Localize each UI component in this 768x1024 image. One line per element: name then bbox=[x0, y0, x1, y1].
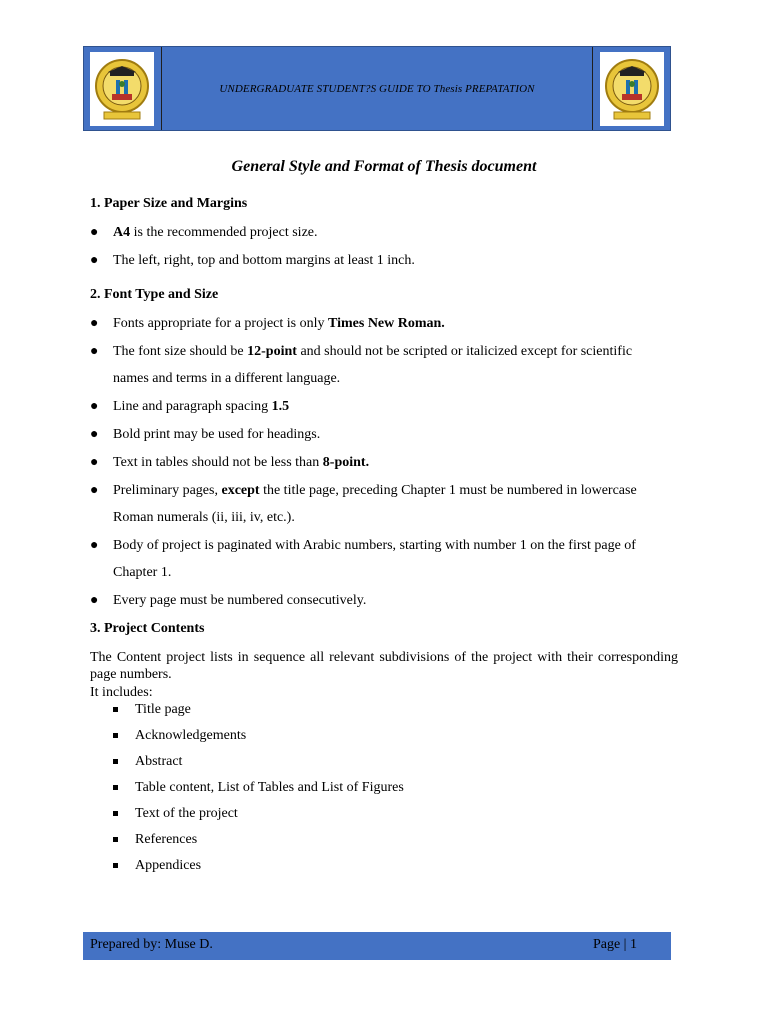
list-item-text: The left, right, top and bottom margins at least 1 inch. bbox=[113, 253, 415, 268]
list-item-text: Every page must be numbered consecutively. bbox=[113, 593, 367, 608]
list-item-text: References bbox=[135, 832, 198, 847]
bullet-list-font bbox=[90, 310, 680, 615]
list-item-text: Bold print may be used for headings. bbox=[113, 427, 321, 442]
list-item bbox=[90, 532, 680, 586]
bullet-icon: ● bbox=[90, 483, 99, 498]
section-heading-contents: 3. Project Contents bbox=[90, 621, 205, 636]
list-item-text: names and terms in a different language. bbox=[113, 371, 341, 386]
page-footer bbox=[83, 932, 671, 960]
list-item bbox=[112, 830, 404, 856]
list-item bbox=[112, 726, 404, 752]
list-item-text: Title page bbox=[135, 702, 191, 717]
list-item-text: Text of the project bbox=[135, 806, 238, 821]
bold-text: except bbox=[221, 483, 260, 498]
list-item bbox=[90, 587, 680, 614]
bold-text: 1.5 bbox=[271, 399, 290, 414]
includes-label: It includes: bbox=[90, 685, 153, 700]
bullet-icon: ● bbox=[90, 455, 99, 470]
square-bullet-icon bbox=[113, 811, 118, 816]
bullet-icon: ● bbox=[90, 538, 99, 553]
list-item bbox=[90, 310, 680, 337]
contents-list bbox=[112, 700, 404, 882]
prepared-by: Prepared by: Muse D. bbox=[90, 937, 213, 952]
list-item-text: Table content, List of Tables and List of Figures bbox=[135, 780, 404, 795]
bold-text: 8-point. bbox=[322, 455, 370, 470]
bold-text: 12-point bbox=[247, 344, 297, 359]
page-header bbox=[83, 46, 671, 131]
square-bullet-icon bbox=[113, 759, 118, 764]
header-title: UNDERGRADUATE STUDENT?S GUIDE TO Thesis PREPATATION bbox=[219, 82, 535, 95]
bullet-icon: ● bbox=[90, 427, 99, 442]
header-divider-right bbox=[592, 47, 593, 130]
bullet-list-paper-size bbox=[90, 219, 680, 275]
square-bullet-icon bbox=[113, 863, 118, 868]
list-item bbox=[90, 449, 680, 476]
list-item-text: Fonts appropriate for a project is only bbox=[113, 316, 329, 331]
bullet-icon: ● bbox=[90, 225, 99, 240]
bold-text: Times New Roman. bbox=[328, 316, 445, 331]
bold-text: A4 bbox=[113, 225, 131, 240]
list-item-text: Acknowledgements bbox=[135, 728, 247, 743]
bullet-icon: ● bbox=[90, 316, 99, 331]
list-item-text: and should not be scripted or italicized except for scientific bbox=[296, 344, 633, 359]
document-title: General Style and Format of Thesis document bbox=[231, 158, 537, 175]
bullet-icon: ● bbox=[90, 399, 99, 414]
list-item-text: Appendices bbox=[135, 858, 202, 873]
list-item bbox=[112, 700, 404, 726]
bullet-icon: ● bbox=[90, 344, 99, 359]
list-item-text: Text in tables should not be less than bbox=[113, 455, 323, 470]
list-item-text: Abstract bbox=[135, 754, 183, 769]
list-item bbox=[90, 393, 680, 420]
list-item-text: Chapter 1. bbox=[113, 565, 172, 580]
list-item-text: The font size should be bbox=[113, 344, 248, 359]
list-item bbox=[112, 778, 404, 804]
contents-paragraph: The Content project lists in sequence all relevant subdivisions of the project with their corresponding page numbers. bbox=[90, 650, 678, 682]
section-heading-font: 2. Font Type and Size bbox=[90, 287, 219, 302]
list-item-text: is the recommended project size. bbox=[130, 225, 318, 240]
university-logo-right bbox=[600, 52, 664, 126]
list-item bbox=[90, 247, 680, 274]
university-logo-left bbox=[90, 52, 154, 126]
list-item-text: Roman numerals (ii, iii, iv, etc.). bbox=[113, 510, 295, 525]
section-heading-paper-size: 1. Paper Size and Margins bbox=[90, 196, 248, 211]
list-item bbox=[90, 338, 680, 392]
bullet-icon: ● bbox=[90, 593, 99, 608]
list-item-text: Preliminary pages, bbox=[113, 483, 222, 498]
list-item bbox=[112, 856, 404, 882]
square-bullet-icon bbox=[113, 707, 118, 712]
square-bullet-icon bbox=[113, 837, 118, 842]
list-item bbox=[112, 752, 404, 778]
square-bullet-icon bbox=[113, 785, 118, 790]
page-number: Page | 1 bbox=[592, 937, 637, 952]
list-item bbox=[90, 421, 680, 448]
list-item bbox=[90, 219, 680, 246]
list-item-text: the title page, preceding Chapter 1 must be numbered in lowercase bbox=[259, 483, 637, 498]
square-bullet-icon bbox=[113, 733, 118, 738]
bullet-icon: ● bbox=[90, 253, 99, 268]
list-item bbox=[90, 477, 680, 531]
list-item-text: Body of project is paginated with Arabic numbers, starting with number 1 on the first page of bbox=[113, 538, 636, 553]
list-item bbox=[112, 804, 404, 830]
list-item-text: Line and paragraph spacing bbox=[113, 399, 272, 414]
